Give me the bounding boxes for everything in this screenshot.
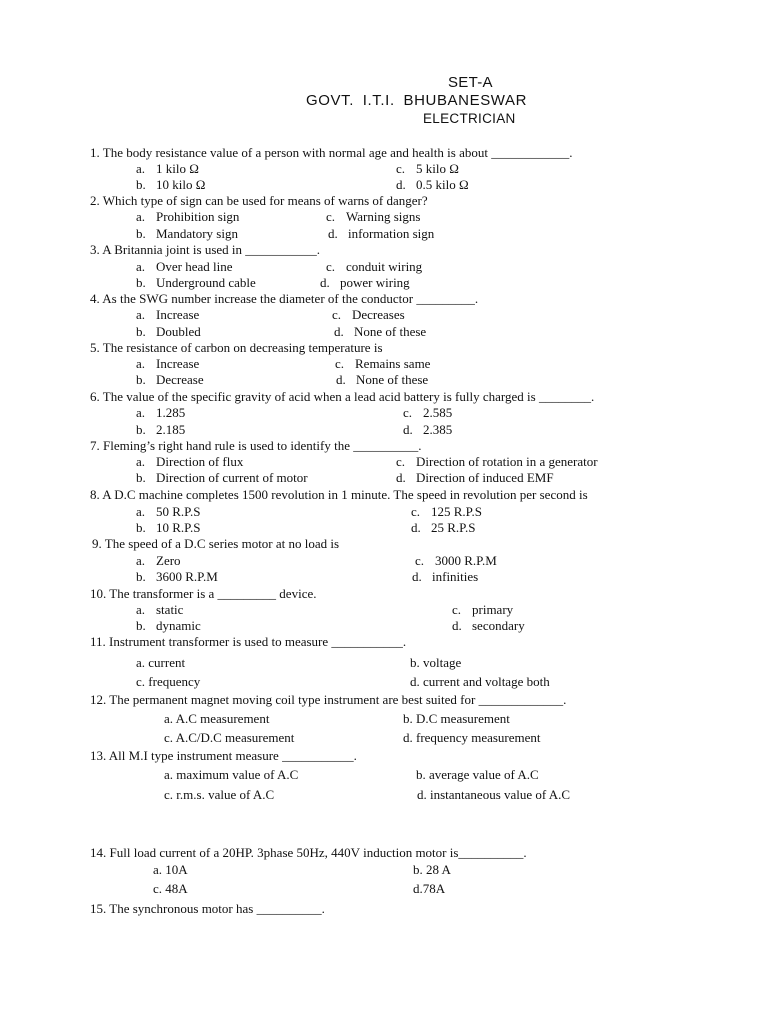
question-1: 1. The body resistance value of a person with normal age and health is about ____________. — [90, 145, 573, 160]
option-letter: c. — [164, 787, 174, 802]
option-text: Increase — [156, 356, 200, 371]
option-text: Direction of flux — [156, 454, 244, 469]
option-1a — [136, 161, 199, 177]
option-text: 10 kilo Ω — [156, 177, 206, 192]
option-3c — [326, 259, 422, 275]
option-letter: a. — [136, 504, 146, 519]
option-letter: c. — [332, 307, 342, 322]
option-letter: b. — [136, 520, 146, 535]
option-letter: d. — [403, 730, 413, 745]
option-10b — [136, 618, 201, 634]
option-12b — [403, 711, 510, 727]
option-14b — [413, 862, 451, 878]
option-letter: d. — [328, 226, 338, 241]
option-text: static — [156, 602, 184, 617]
option-text: secondary — [472, 618, 525, 633]
option-text: d.78A — [413, 881, 446, 896]
option-letter: c. — [411, 504, 421, 519]
option-letter: c. — [136, 674, 146, 689]
option-3a — [136, 259, 233, 275]
option-9d — [412, 569, 478, 585]
option-text: 48A — [165, 881, 188, 896]
option-text: voltage — [423, 655, 462, 670]
option-5d — [336, 372, 428, 388]
option-7d — [396, 470, 554, 486]
option-text: None of these — [356, 372, 429, 387]
option-13a — [164, 767, 298, 783]
option-text: Direction of rotation in a generator — [416, 454, 598, 469]
option-1b — [136, 177, 205, 193]
option-text: infinities — [432, 569, 479, 584]
option-11c — [136, 674, 200, 690]
option-letter: c. — [153, 881, 163, 896]
option-text: Mandatory sign — [156, 226, 238, 241]
option-letter: a. — [136, 307, 146, 322]
option-letter: d. — [417, 787, 427, 802]
option-text: 2.185 — [156, 422, 186, 437]
option-4a — [136, 307, 199, 323]
option-12c — [164, 730, 294, 746]
option-5c — [335, 356, 430, 372]
set-label: SET-A — [448, 74, 493, 91]
question-15: 15. The synchronous motor has __________. — [90, 901, 325, 916]
option-letter: c. — [415, 553, 425, 568]
option-6b — [136, 422, 185, 438]
option-letter: b. — [136, 422, 146, 437]
option-letter: a. — [136, 209, 146, 224]
option-10d — [452, 618, 525, 634]
option-text: Decreases — [352, 307, 405, 322]
institute-title: GOVT. I.T.I. BHUBANESWAR — [306, 92, 528, 109]
option-letter: b. — [136, 372, 146, 387]
question-6: 6. The value of the specific gravity of acid when a lead acid battery is fully charged is ________. — [90, 389, 595, 404]
option-text: Zero — [156, 553, 181, 568]
option-9a — [136, 553, 181, 569]
option-14a — [153, 862, 188, 878]
option-letter: b. — [413, 862, 423, 877]
option-text: frequency — [148, 674, 201, 689]
option-2c — [326, 209, 420, 225]
option-letter: c. — [335, 356, 345, 371]
option-letter: b. — [416, 767, 426, 782]
option-7a — [136, 454, 243, 470]
option-8d — [411, 520, 475, 536]
option-3b — [136, 275, 256, 291]
option-letter: b. — [136, 177, 146, 192]
option-letter: d. — [412, 569, 422, 584]
option-text: 50 R.P.S — [156, 504, 201, 519]
option-7b — [136, 470, 308, 486]
question-3: 3. A Britannia joint is used in ___________. — [90, 242, 321, 257]
question-4: 4. As the SWG number increase the diameter of the conductor _________. — [90, 291, 479, 306]
option-letter: b. — [136, 470, 146, 485]
option-text: 0.5 kilo Ω — [416, 177, 469, 192]
option-text: Doubled — [156, 324, 201, 339]
option-text: 1.285 — [156, 405, 186, 420]
option-letter: b. — [136, 275, 146, 290]
option-9b — [136, 569, 218, 585]
option-text: 2.385 — [423, 422, 453, 437]
option-14c — [153, 881, 188, 897]
option-letter: d. — [320, 275, 330, 290]
option-text: Remains same — [355, 356, 431, 371]
option-14d — [413, 881, 445, 897]
option-text: 10A — [165, 862, 188, 877]
option-11a — [136, 655, 185, 671]
question-11: 11. Instrument transformer is used to measure ___________. — [90, 634, 407, 649]
option-letter: a. — [136, 161, 146, 176]
option-10a — [136, 602, 183, 618]
option-text: information sign — [348, 226, 435, 241]
option-text: 25 R.P.S — [431, 520, 476, 535]
option-text: Increase — [156, 307, 200, 322]
option-letter: a. — [136, 602, 146, 617]
option-letter: a. — [164, 767, 174, 782]
option-text: 10 R.P.S — [156, 520, 201, 535]
option-letter: a. — [153, 862, 163, 877]
option-text: current — [148, 655, 186, 670]
option-4c — [332, 307, 405, 323]
option-text: power wiring — [340, 275, 410, 290]
option-letter: a. — [136, 454, 146, 469]
option-letter: c. — [396, 454, 406, 469]
option-letter: c. — [326, 209, 336, 224]
option-12d — [403, 730, 541, 746]
question-13: 13. All M.I type instrument measure ___________. — [90, 748, 357, 763]
option-8b — [136, 520, 200, 536]
option-text: dynamic — [156, 618, 201, 633]
option-5b — [136, 372, 204, 388]
question-7: 7. Fleming’s right hand rule is used to identify the __________. — [90, 438, 422, 453]
option-letter: d. — [396, 470, 406, 485]
option-10c — [452, 602, 513, 618]
option-11b — [410, 655, 461, 671]
option-letter: c. — [396, 161, 406, 176]
option-letter: a. — [136, 655, 146, 670]
question-9: 9. The speed of a D.C series motor at no load is — [92, 536, 340, 551]
option-letter: d. — [403, 422, 413, 437]
option-1d — [396, 177, 469, 193]
option-8c — [411, 504, 482, 520]
option-letter: d. — [411, 520, 421, 535]
option-letter: d. — [336, 372, 346, 387]
option-text: primary — [472, 602, 514, 617]
option-8a — [136, 504, 200, 520]
option-text: D.C measurement — [416, 711, 510, 726]
option-text: Direction of induced EMF — [416, 470, 554, 485]
option-letter: b. — [403, 711, 413, 726]
option-text: current and voltage both — [423, 674, 550, 689]
option-6a — [136, 405, 185, 421]
question-10: 10. The transformer is a _________ device. — [90, 586, 317, 601]
option-text: None of these — [354, 324, 427, 339]
question-12: 12. The permanent magnet moving coil type instrument are best suited for _____________. — [90, 692, 567, 707]
option-text: r.m.s. value of A.C — [176, 787, 275, 802]
option-5a — [136, 356, 199, 372]
option-letter: d. — [334, 324, 344, 339]
option-4d — [334, 324, 426, 340]
option-text: A.C/D.C measurement — [175, 730, 295, 745]
option-6c — [403, 405, 452, 421]
option-9c — [415, 553, 497, 569]
option-letter: a. — [136, 405, 146, 420]
option-letter: b. — [410, 655, 420, 670]
option-text: Warning signs — [346, 209, 421, 224]
option-text: instantaneous value of A.C — [430, 787, 571, 802]
option-text: 3000 R.P.M — [435, 553, 497, 568]
option-4b — [136, 324, 201, 340]
option-letter: c. — [164, 730, 174, 745]
option-text: 2.585 — [423, 405, 453, 420]
option-letter: d. — [396, 177, 406, 192]
question-5: 5. The resistance of carbon on decreasing temperature is — [90, 340, 383, 355]
trade-title: ELECTRICIAN — [423, 111, 516, 126]
question-8: 8. A D.C machine completes 1500 revolution in 1 minute. The speed in revolution per second is — [90, 487, 588, 502]
option-text: A.C measurement — [175, 711, 270, 726]
option-letter: c. — [326, 259, 336, 274]
option-1c — [396, 161, 459, 177]
option-letter: b. — [136, 226, 146, 241]
option-text: Underground cable — [156, 275, 256, 290]
question-2: 2. Which type of sign can be used for means of warns of danger? — [90, 193, 428, 208]
option-text: Prohibition sign — [156, 209, 240, 224]
option-letter: c. — [452, 602, 462, 617]
option-letter: a. — [136, 356, 146, 371]
option-text: 28 A — [426, 862, 451, 877]
option-letter: c. — [403, 405, 413, 420]
option-letter: a. — [136, 553, 146, 568]
option-13b — [416, 767, 539, 783]
option-7c — [396, 454, 598, 470]
option-13c — [164, 787, 274, 803]
option-text: Decrease — [156, 372, 204, 387]
option-text: 1 kilo Ω — [156, 161, 199, 176]
option-text: conduit wiring — [346, 259, 423, 274]
option-text: frequency measurement — [416, 730, 541, 745]
option-text: 5 kilo Ω — [416, 161, 459, 176]
option-text: 3600 R.P.M — [156, 569, 218, 584]
option-12a — [164, 711, 269, 727]
option-letter: b. — [136, 618, 146, 633]
option-3d — [320, 275, 410, 291]
option-11d — [410, 674, 550, 690]
option-2d — [328, 226, 434, 242]
option-text: maximum value of A.C — [176, 767, 299, 782]
option-text: average value of A.C — [429, 767, 539, 782]
option-letter: b. — [136, 569, 146, 584]
option-letter: d. — [410, 674, 420, 689]
option-13d — [417, 787, 570, 803]
option-letter: b. — [136, 324, 146, 339]
option-2b — [136, 226, 238, 242]
option-letter: a. — [136, 259, 146, 274]
option-text: Direction of current of motor — [156, 470, 308, 485]
option-text: 125 R.P.S — [431, 504, 482, 519]
option-letter: a. — [164, 711, 174, 726]
question-14: 14. Full load current of a 20HP. 3phase 50Hz, 440V induction motor is__________. — [90, 845, 527, 860]
option-2a — [136, 209, 239, 225]
option-letter: d. — [452, 618, 462, 633]
option-text: Over head line — [156, 259, 233, 274]
option-6d — [403, 422, 452, 438]
